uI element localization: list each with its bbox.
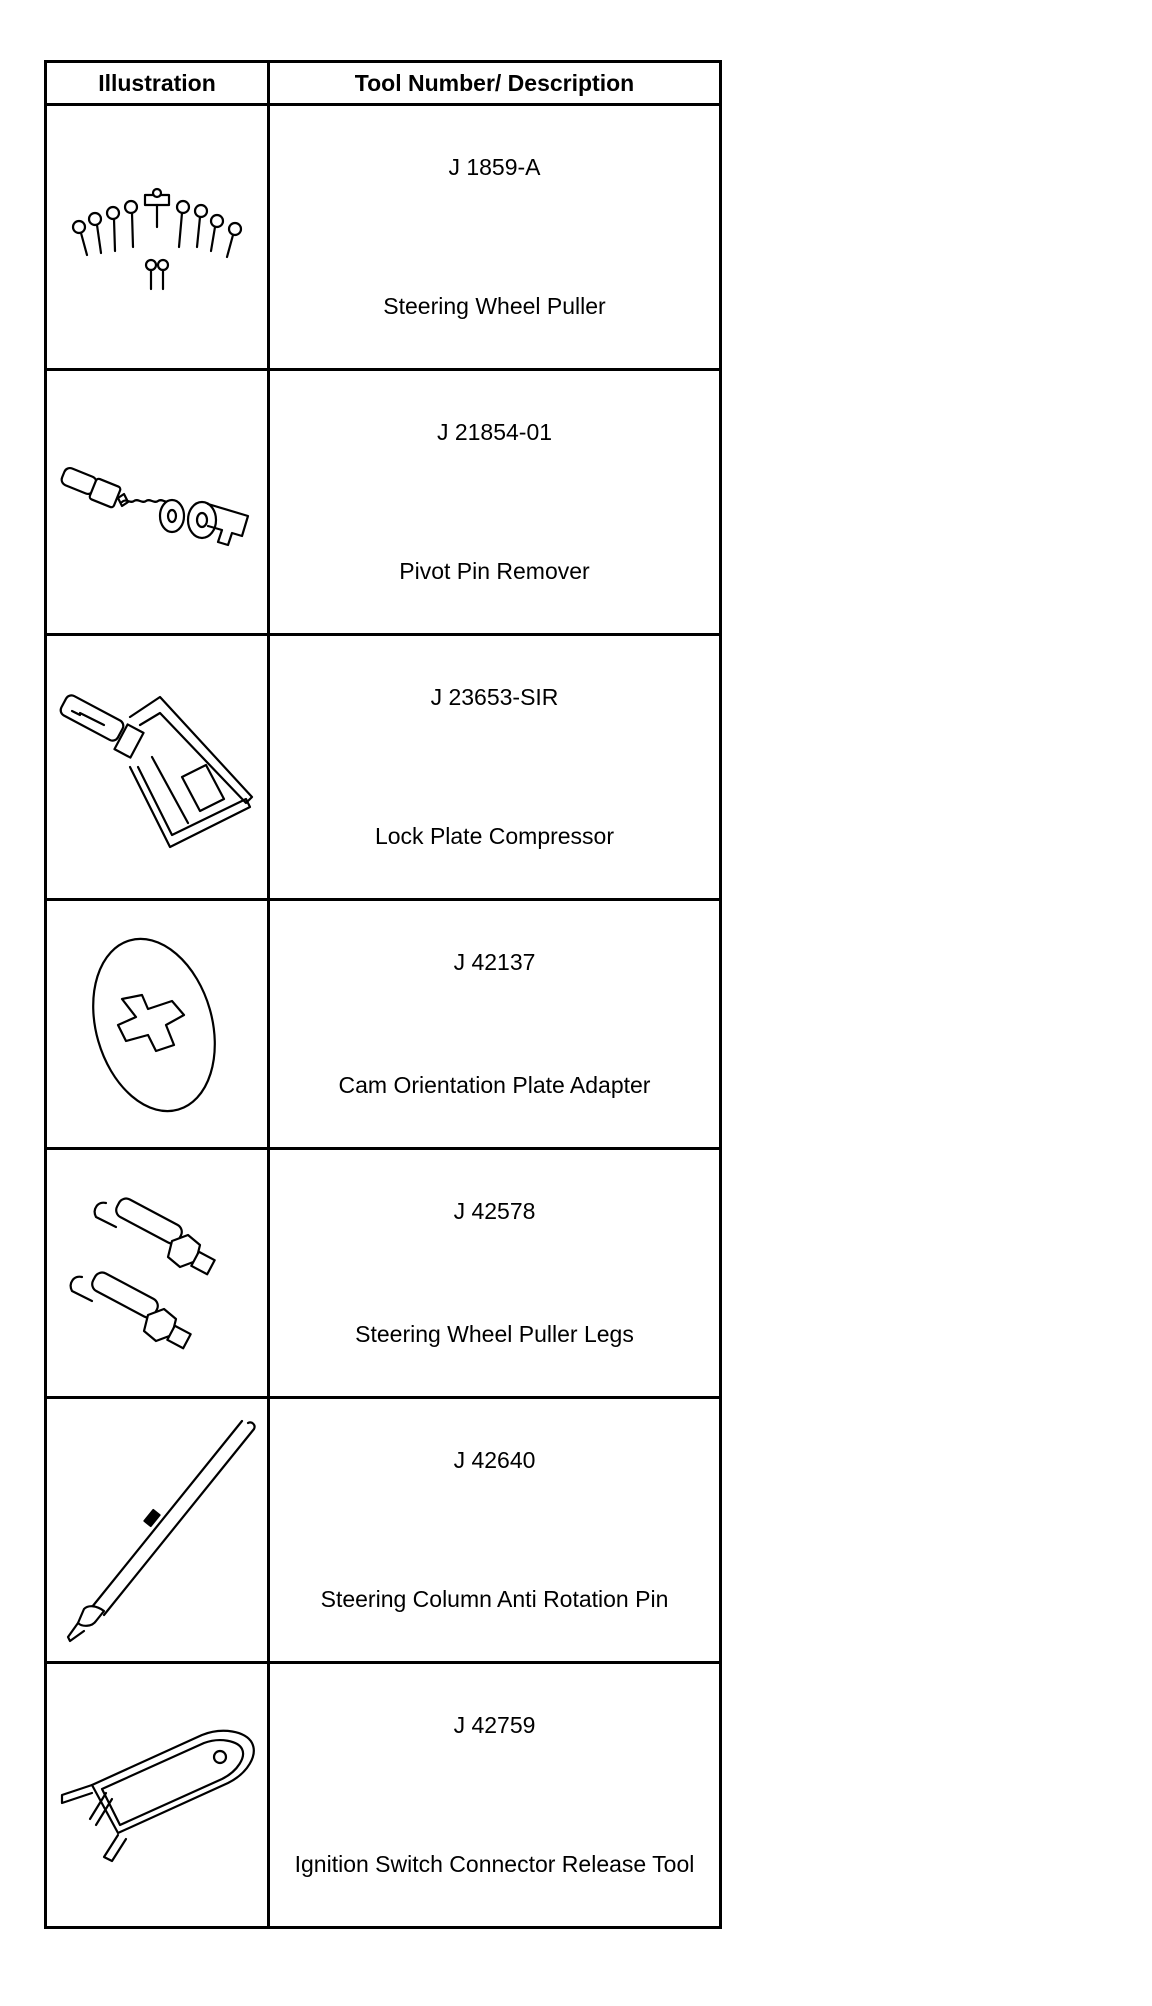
- illustration-cell: [46, 635, 269, 900]
- tool-name: Pivot Pin Remover: [399, 558, 590, 584]
- tool-number: J 1859-A: [448, 154, 541, 180]
- table-row: [46, 900, 721, 1149]
- puller-legs-icon: [62, 1193, 252, 1353]
- tool-number: J 42640: [453, 1447, 536, 1473]
- tool-name: Cam Orientation Plate Adapter: [338, 1072, 651, 1098]
- bolt-set-icon: [57, 177, 257, 297]
- table-row: [46, 1663, 721, 1928]
- description-cell: [268, 900, 720, 1149]
- plate-adapter-icon: [82, 929, 232, 1119]
- description-cell: [268, 370, 720, 635]
- illustration-cell: [46, 105, 269, 370]
- description-cell: [268, 105, 720, 370]
- illustration-cell: [46, 900, 269, 1149]
- compressor-icon: [52, 667, 262, 867]
- tool-name: Steering Wheel Puller Legs: [355, 1321, 634, 1347]
- description-cell: [268, 1663, 720, 1928]
- tool-name: Steering Column Anti Rotation Pin: [320, 1586, 669, 1612]
- tool-number: J 21854-01: [436, 419, 553, 445]
- table-row: [46, 1149, 721, 1398]
- illustration-cell: [46, 370, 269, 635]
- release-tool-icon: [52, 1715, 262, 1875]
- illustration-cell: [46, 1398, 269, 1663]
- header-illustration: Illustration: [46, 62, 269, 105]
- tool-name: Ignition Switch Connector Release Tool: [294, 1851, 695, 1877]
- tool-number: J 42137: [453, 949, 536, 975]
- tool-number: J 23653-SIR: [430, 684, 559, 710]
- description-cell: [268, 1149, 720, 1398]
- table-row: [46, 370, 721, 635]
- pin-remover-icon: [52, 442, 262, 562]
- table-row: [46, 105, 721, 370]
- header-description: Tool Number/ Description: [268, 62, 720, 105]
- tool-name: Lock Plate Compressor: [374, 823, 615, 849]
- rotation-pin-icon: [52, 1415, 262, 1645]
- description-cell: [268, 1398, 720, 1663]
- tool-number: J 42759: [453, 1712, 536, 1738]
- description-cell: [268, 635, 720, 900]
- table-row: [46, 1398, 721, 1663]
- header-row: [46, 62, 721, 105]
- special-tools-table: [44, 60, 722, 1929]
- illustration-cell: [46, 1663, 269, 1928]
- tool-number: J 42578: [453, 1198, 536, 1224]
- illustration-cell: [46, 1149, 269, 1398]
- table-row: [46, 635, 721, 900]
- tool-name: Steering Wheel Puller: [383, 293, 606, 319]
